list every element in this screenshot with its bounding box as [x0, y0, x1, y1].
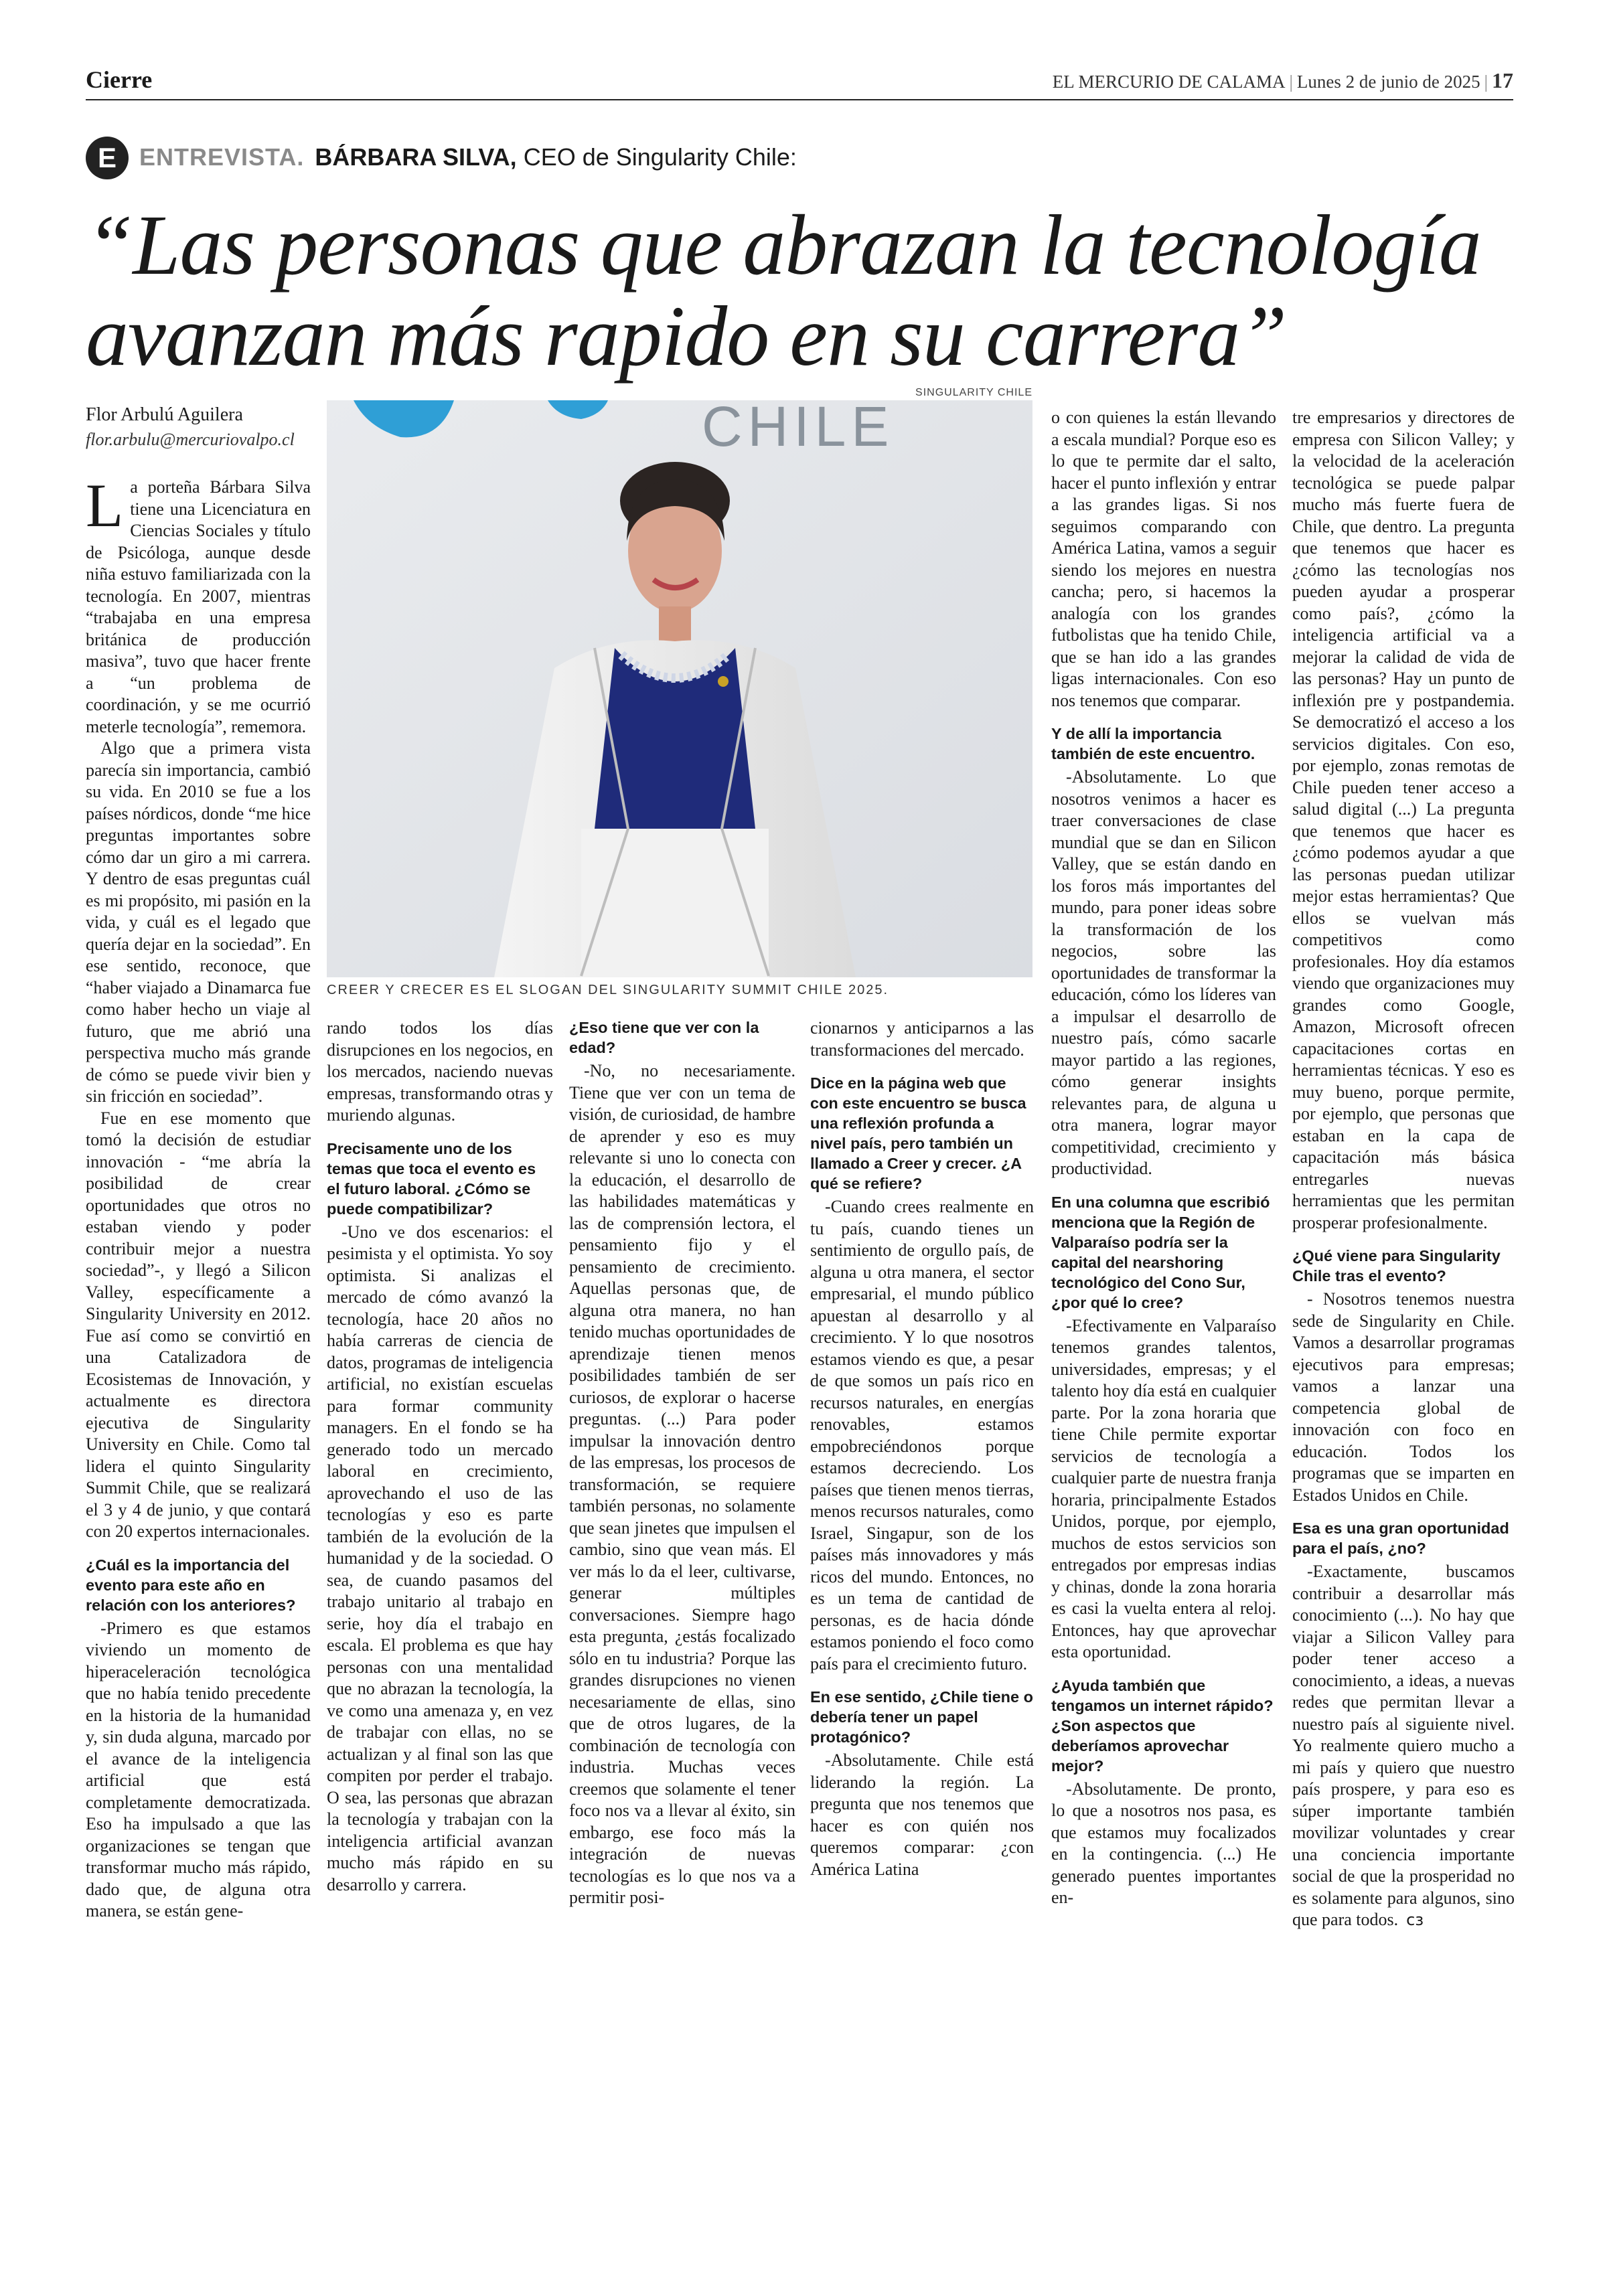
wall-logo-text: CHILE	[702, 400, 895, 458]
drop-cap: L	[86, 471, 124, 540]
body-paragraph: tre empresarios y directores de empresa con Silicon Valley; y la velocidad de la aceleración tecnológica se puede palpar mucho más fuerte fuera de Chile, que dentro. La pregunta que tenemos que hacer es ¿cómo las tecnologías nos pueden ayudar a prosperar como país?, ¿cómo la inteligencia artificial va a mejorar la calidad de vida de las personas? Hay un punto de inflexión pre y postpandemia. Se democratizó el acceso a los servicios digitales. Con eso, por ejemplo, zonas remotas de Chile pueden tener acceso a salud digital (...) La pregunta que tenemos que hacer es ¿cómo podemos ayudar a que las personas puedan utilizar mejor estas herramientas? Que ellos se vuelvan más competitivos como profesionales. Hoy día estamos viendo que organizaciones muy grandes como Google, Amazon, Microsoft ofrecen capacitaciones cortas en herramientas técnicas. Y eso es muy bueno, porque permite, por ejemplo, que personas que estaban en la capa de capacitación más básica entregarles nuevas herramientas que les permitan prosperar profesionalmente.	[1292, 408, 1515, 1232]
interview-answer: - Nosotros tenemos nuestra sede de Singularity en Chile. Vamos a desarrollar programas ejecutivos para empresas; vamos a lanzar una competencia global de innovación con foco en educación. Todos los programas que se imparten en Estados Unidos en Chile.	[1292, 1289, 1515, 1505]
interview-answer: -Primero es que estamos viviendo un momento de hiperaceleración tecnológica que no había tenido precedente en la historia de la humanidad y, sin duda alguna, marcado por el avance de la inteligencia artificial que está completamente democratizada. Eso ha impulsado a que las organizaciones se tengan que transformar mucho más rápido, dado que, de alguna otra manera, se están gene-	[86, 1618, 311, 1920]
kicker	[139, 143, 797, 171]
interview-answer: -Absolutamente. De pronto, lo que a nosotros nos pasa, es que estamos muy focalizados en la contingencia. (...) He generado puentes importantes en-	[1051, 1779, 1276, 1907]
interview-question: ¿Cuál es la importancia del evento para este año en relación con los anteriores?	[86, 1556, 296, 1614]
interview-question: En una columna que escribió menciona que la Región de Valparaíso podría ser la capital del nearshoring tecnológico del Cono Sur, ¿por qué lo cree?	[1051, 1193, 1270, 1311]
page-number: 17	[1492, 68, 1513, 92]
section-title: Cierre	[86, 66, 153, 93]
article-column-2	[327, 1017, 553, 1896]
article-column-6	[1292, 407, 1515, 1931]
interview-badge-icon: E	[86, 137, 129, 179]
interview-question: Precisamente uno de los temas que toca el evento es el futuro laboral. ¿Cómo se puede compatibilizar?	[327, 1139, 536, 1218]
masthead: EL MERCURIO DE CALAMA | Lunes 2 de junio de 2025 | 17	[1052, 68, 1513, 92]
issue-date: Lunes 2 de junio de 2025	[1296, 72, 1480, 92]
photo-credit: SINGULARITY CHILE	[915, 387, 1032, 398]
body-paragraph: rando todos los días disrupciones en los negocios, en los mercados, naciendo nuevas empresas, transformando otras y muriendo algunas.	[327, 1018, 553, 1125]
interview-answer: -No, no necesariamente. Tiene que ver con un tema de visión, de curiosidad, de hambre de aprender y eso es muy relevante si uno lo conecta con la educación, el desarrollo de las habilidades matemáticas y las de comprensión lectora, el pensamiento fijo y el pensamiento de crecimiento. Aquellas personas que, de alguna otra manera, no han tenido muchas oportunidades de aprendizaje tienen menos posibilidades también de ser curiosos, de explorar o hacerse preguntas. (...) Para poder impulsar la innovación dentro de las empresas, los procesos de transformación, se requiere también personas, no solamente que sean jinetes que impulsen el cambio, sino que vean más. El ver más lo da el leer, cultivarse, generar múltiples conversaciones. Siempre hago esta pregunta, ¿estás focalizado sólo en tu industria? Porque las grandes disrupciones no vienen necesariamente de ellas, sino que de otros lugares, de la combinación de tecnología con industria. Muchas veces creemos que solamente el tener foco nos va a llevar al éxito, sin embargo, ese foco más la integración de nuevas tecnologías es lo que nos va a permitir posi-	[569, 1061, 795, 1907]
interview-question: Esa es una gran oportunidad para el país, ¿no?	[1292, 1520, 1509, 1557]
interview-question: En ese sentido, ¿Chile tiene o debería tener un papel protagónico?	[810, 1688, 1033, 1746]
body-paragraph: Fue en ese momento que tomó la decisión de estudiar innovación - “me abría la posibilidad de crear oportunidades que otros no estaban viendo y poder contribuir mejor a nuestra sociedad”-, y llegó a Silicon Valley, específicamente a Singularity University en 2012. Fue así como se convirtió en una Catalizadora de Ecosistemas de Innovación, y actualmente es directora ejecutiva de Singularity University en Chile. Como tal lidera el quinto Singularity Summit Chile, que se realizará el 3 y 4 de junio, y que contará con 20 expertos internacionales.	[86, 1108, 311, 1541]
body-paragraph: o con quienes la están llevando a escala mundial? Porque eso es lo que te permite dar el salto, hacer el punto inflexión y entrar a las grandes ligas. Si nos seguimos comparando con América Latina, vamos a seguir siendo los mejores en nuestra cancha; pero, si hacemos la analogía con los grandes futbolistas que ha tenido Chile, que se han ido a las grandes ligas internacionales. Con eso nos tenemos que comparar.	[1051, 408, 1276, 710]
article-column-3	[569, 1017, 795, 1909]
header-rule	[86, 99, 1513, 100]
interview-question: ¿Eso tiene que ver con la edad?	[569, 1019, 759, 1056]
interview-question: ¿Qué viene para Singularity Chile tras el evento?	[1292, 1247, 1501, 1285]
interview-question: Y de allí la importancia también de este encuentro.	[1051, 725, 1255, 762]
newspaper-name: EL MERCURIO DE CALAMA	[1052, 72, 1286, 92]
interview-answer: -Cuando crees realmente en tu país, cuando tienes un sentimiento de orgullo país, de alguna u otra manera, el sector empresarial, el mundo público apuestan al desarrollo y al crecimiento. Y lo que nosotros estamos viendo es que, a pesar de que somos un país rico en recursos naturales, en energías renovables, estamos empobreciéndonos porque estamos decreciendo. Los países que tienen menos tierras, menos recursos naturales, como Israel, Singapur, son de los países más innovadores y más ricos del mundo. Entonces, no es un tema de cantidad de personas, es de hacia dónde estamos poniendo el foco como país para el crecimiento futuro.	[810, 1197, 1034, 1673]
kicker-name: BÁRBARA SILVA,	[315, 143, 517, 171]
headline: “Las personas que abrazan la tecnología avanzan más rapido en su carrera”	[86, 197, 1481, 384]
interview-question: Dice en la página web que con este encuentro se busca una reflexión profunda a nivel país, pero también un llamado a Creer y crecer. ¿A qué se refiere?	[810, 1074, 1026, 1192]
interview-answer: -Absolutamente. Lo que nosotros venimos a hacer es traer conversaciones de clase mundial que se dan en Silicon Valley, que se están dando en los foros más importantes del mundo, para poner ideas sobre la transformación de los negocios, sobre las oportunidades de transformar la educación, cómo los líderes van a impulsar el desarrollo de nuestro país, cómo sacarle mayor partido a las regiones, cómo generar insights relevantes para, de alguna u otra manera, lograr mayor competitividad, crecimiento y productividad.	[1051, 767, 1276, 1178]
interview-question: ¿Ayuda también que tengamos un internet rápido? ¿Son aspectos que deberíamos aprovechar mejor?	[1051, 1676, 1274, 1775]
byline-author: Flor Arbulú Aguilera	[86, 404, 243, 425]
interview-answer: -Efectivamente en Valparaíso tenemos grandes talentos, universidades, empresas; y el talento hoy día está en cualquier parte. Por la zona horaria que tiene Chile permite exportar servicios de tecnología a cualquier parte de nuestra franja horaria, principalmente Estados Unidos, porque, por ejemplo, muchos de estos servicios son entregados por empresas indias y chinas, donde la zona horaria es casi la vuelta entera al reloj. Entonces, hay que aprovechar esta oportunidad.	[1051, 1315, 1276, 1661]
article-column-4	[810, 1017, 1034, 1880]
portrait-photo	[327, 400, 1032, 977]
lead-paragraph: La porteña Bárbara Silva tiene una Licenciatura en Ciencias Sociales y título de Psicóloga, aunque desde niña estuvo familiarizada con la tecnología. En 2007, mientras “trabajaba en una empresa británica de producción masiva”, tuvo que hacer frente a “un problema de coordinación, y se me ocurrió meterle tecnología”, rememora.	[86, 471, 311, 736]
kicker-label: ENTREVISTA.	[139, 143, 305, 171]
interview-answer: -Uno ve dos escenarios: el pesimista y el optimista. Yo soy optimista. Si analizas el mercado de cómo avanzó la tecnología, hace 20 años no había carreras de ciencia de datos, programas de inteligencia artificial, no existían escuelas para formar community managers. En el fondo se ha generado todo un mercado laboral en crecimiento, aprovechando el uso de las tecnologías y eso es parte también de la evolución de la humanidad y de la sociedad. O sea, de cuando pasamos del trabajo unitario al trabajo en serie, hoy día el trabajo en escala. El problema es que hay personas con una mentalidad que no abrazan la tecnología, la ve como una amenaza y, en vez de trabajar con ellas, no se actualizan y al final son las que compiten por perder el trabajo. O sea, las personas que abrazan la tecnología y trabajan con la inteligencia artificial avanzan mucho más rápido en su desarrollo y carrera.	[327, 1222, 553, 1894]
kicker-role: CEO de Singularity Chile:	[523, 143, 797, 171]
article-column-1	[86, 471, 311, 1922]
byline-email: flor.arbulu@mercuriovalpo.cl	[86, 430, 295, 449]
body-paragraph: Algo que a primera vista parecía sin importancia, cambió su vida. En 2010 se fue a los países nórdicos, donde “me hice preguntas importantes sobre cómo dar un giro a mi carrera. Y dentro de esas preguntas cuál es mi propósito, mi pasión en la vida, y cuál es el legado que quería dejar en la sociedad”. En ese sentido, reconoce, que “haber viajado a Dinamarca fue como haber hecho un viaje al futuro, que me abrió una perspectiva mucho más grande de cómo se puede vivir bien y sin fricción en sociedad”.	[86, 738, 311, 1106]
photo-caption: CREER Y CRECER ES EL SLOGAN DEL SINGULARITY SUMMIT CHILE 2025.	[327, 983, 889, 997]
article-column-5	[1051, 407, 1276, 1909]
interview-answer: -Exactamente, buscamos contribuir a desarrollar más conocimiento (...). No hay que viajar a Silicon Valley para poder tener acceso a conocimiento, a ideas, a nuevas redes que permitan llevar a nuestro país al siguiente nivel. Yo realmente quiero mucho a mi país y quiero que nuestro país prospere, y para eso es súper importante también movilizar voluntades y crear una conciencia importante social de que la prosperidad no es solamente para algunos, sino que para todos. ᴄз	[1292, 1562, 1515, 1929]
end-mark-icon: ᴄз	[1406, 1910, 1424, 1929]
interview-answer: -Absolutamente. Chile está liderando la región. La pregunta que nos tenemos que hacer es con quién nos queremos comparar: ¿con América Latina	[810, 1750, 1034, 1879]
body-paragraph: cionarnos y anticiparnos a las transformaciones del mercado.	[810, 1018, 1034, 1060]
